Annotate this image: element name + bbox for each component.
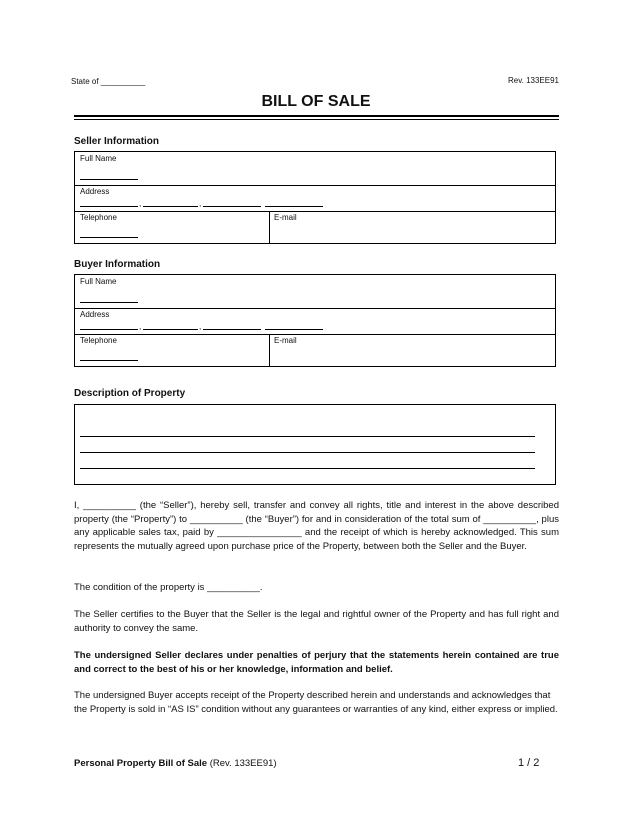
buyer-address-street[interactable]: [80, 329, 138, 330]
buyer-name-row: [75, 275, 555, 309]
footer-doc-title: Personal Property Bill of Sale: [74, 758, 208, 769]
buyer-address-label: Address: [80, 310, 110, 319]
seller-address-street[interactable]: [80, 206, 138, 207]
comma-separator: ,: [139, 199, 142, 208]
title-rule-thin: [74, 119, 559, 120]
buyer-address-state[interactable]: [203, 329, 261, 330]
column-divider: [269, 334, 270, 366]
buyer-contact-row: [75, 334, 555, 366]
title-rule-thick: [74, 115, 559, 117]
seller-address-row: [75, 185, 555, 212]
description-line-3[interactable]: [80, 468, 535, 469]
buyer-telephone-label: Telephone: [80, 336, 117, 345]
comma-separator: ,: [199, 199, 202, 208]
buyer-address-zip[interactable]: [265, 329, 323, 330]
revision-label: Rev. 133EE91: [508, 76, 559, 85]
buyer-email-label: E-mail: [274, 336, 297, 345]
comma-separator: ,: [199, 322, 202, 331]
seller-telephone-label: Telephone: [80, 213, 117, 222]
buyer-name-field[interactable]: [80, 302, 138, 303]
seller-address-city[interactable]: [143, 206, 198, 207]
seller-info-box: [74, 151, 556, 244]
seller-address-state[interactable]: [203, 206, 261, 207]
transfer-paragraph: I, __________ (the “Seller”), hereby sell, transfer and convey all rights, title and interest in the above described property (the “Property”) to __________ (the “Buyer”) for and in consideration of the total sum of __________, plus any applicable sales tax, paid by ________________ and the receipt of which is hereby acknowledged. This sum represents the mutually agreed upon purchase price of the Property, between both the Seller and the Buyer.: [74, 500, 559, 552]
seller-address-zip[interactable]: [265, 206, 323, 207]
state-label: State of __________: [71, 77, 146, 86]
document-title: BILL OF SALE: [261, 93, 371, 110]
as-is-paragraph: The undersigned Buyer accepts receipt of the Property described herein and understands and acknowledges that the Property is sold in “AS IS” condition without any guarantees or warranties of any kind, either express or implied.: [74, 690, 558, 715]
footer-revision: (Rev. 133EE91): [209, 758, 277, 769]
buyer-telephone-field[interactable]: [80, 360, 138, 361]
buyer-address-row: [75, 308, 555, 335]
comma-separator: ,: [139, 322, 142, 331]
condition-paragraph: The condition of the property is __________.: [74, 582, 263, 593]
perjury-declaration: The undersigned Seller declares under penalties of perjury that the statements herein contained are true and correct to the best of his or her knowledge, information and belief.: [74, 650, 559, 675]
seller-name-label: Full Name: [80, 154, 117, 163]
seller-heading: Seller Information: [74, 136, 160, 147]
description-box: [74, 404, 556, 485]
seller-name-row: [75, 152, 555, 186]
buyer-name-label: Full Name: [80, 277, 117, 286]
seller-contact-row: [75, 211, 555, 243]
description-line-1[interactable]: [80, 436, 535, 437]
ownership-paragraph: The Seller certifies to the Buyer that the Seller is the legal and rightful owner of the Property and has full right and authority to convey the same.: [74, 609, 559, 634]
seller-address-label: Address: [80, 187, 110, 196]
page-number: 1 / 2: [518, 757, 540, 769]
seller-telephone-field[interactable]: [80, 237, 138, 238]
buyer-address-city[interactable]: [143, 329, 198, 330]
buyer-info-box: [74, 274, 556, 367]
buyer-heading: Buyer Information: [74, 259, 161, 270]
footer-document-name: [74, 758, 277, 769]
description-heading: Description of Property: [74, 388, 186, 399]
seller-name-field[interactable]: [80, 179, 138, 180]
seller-email-label: E-mail: [274, 213, 297, 222]
column-divider: [269, 211, 270, 243]
description-line-2[interactable]: [80, 452, 535, 453]
